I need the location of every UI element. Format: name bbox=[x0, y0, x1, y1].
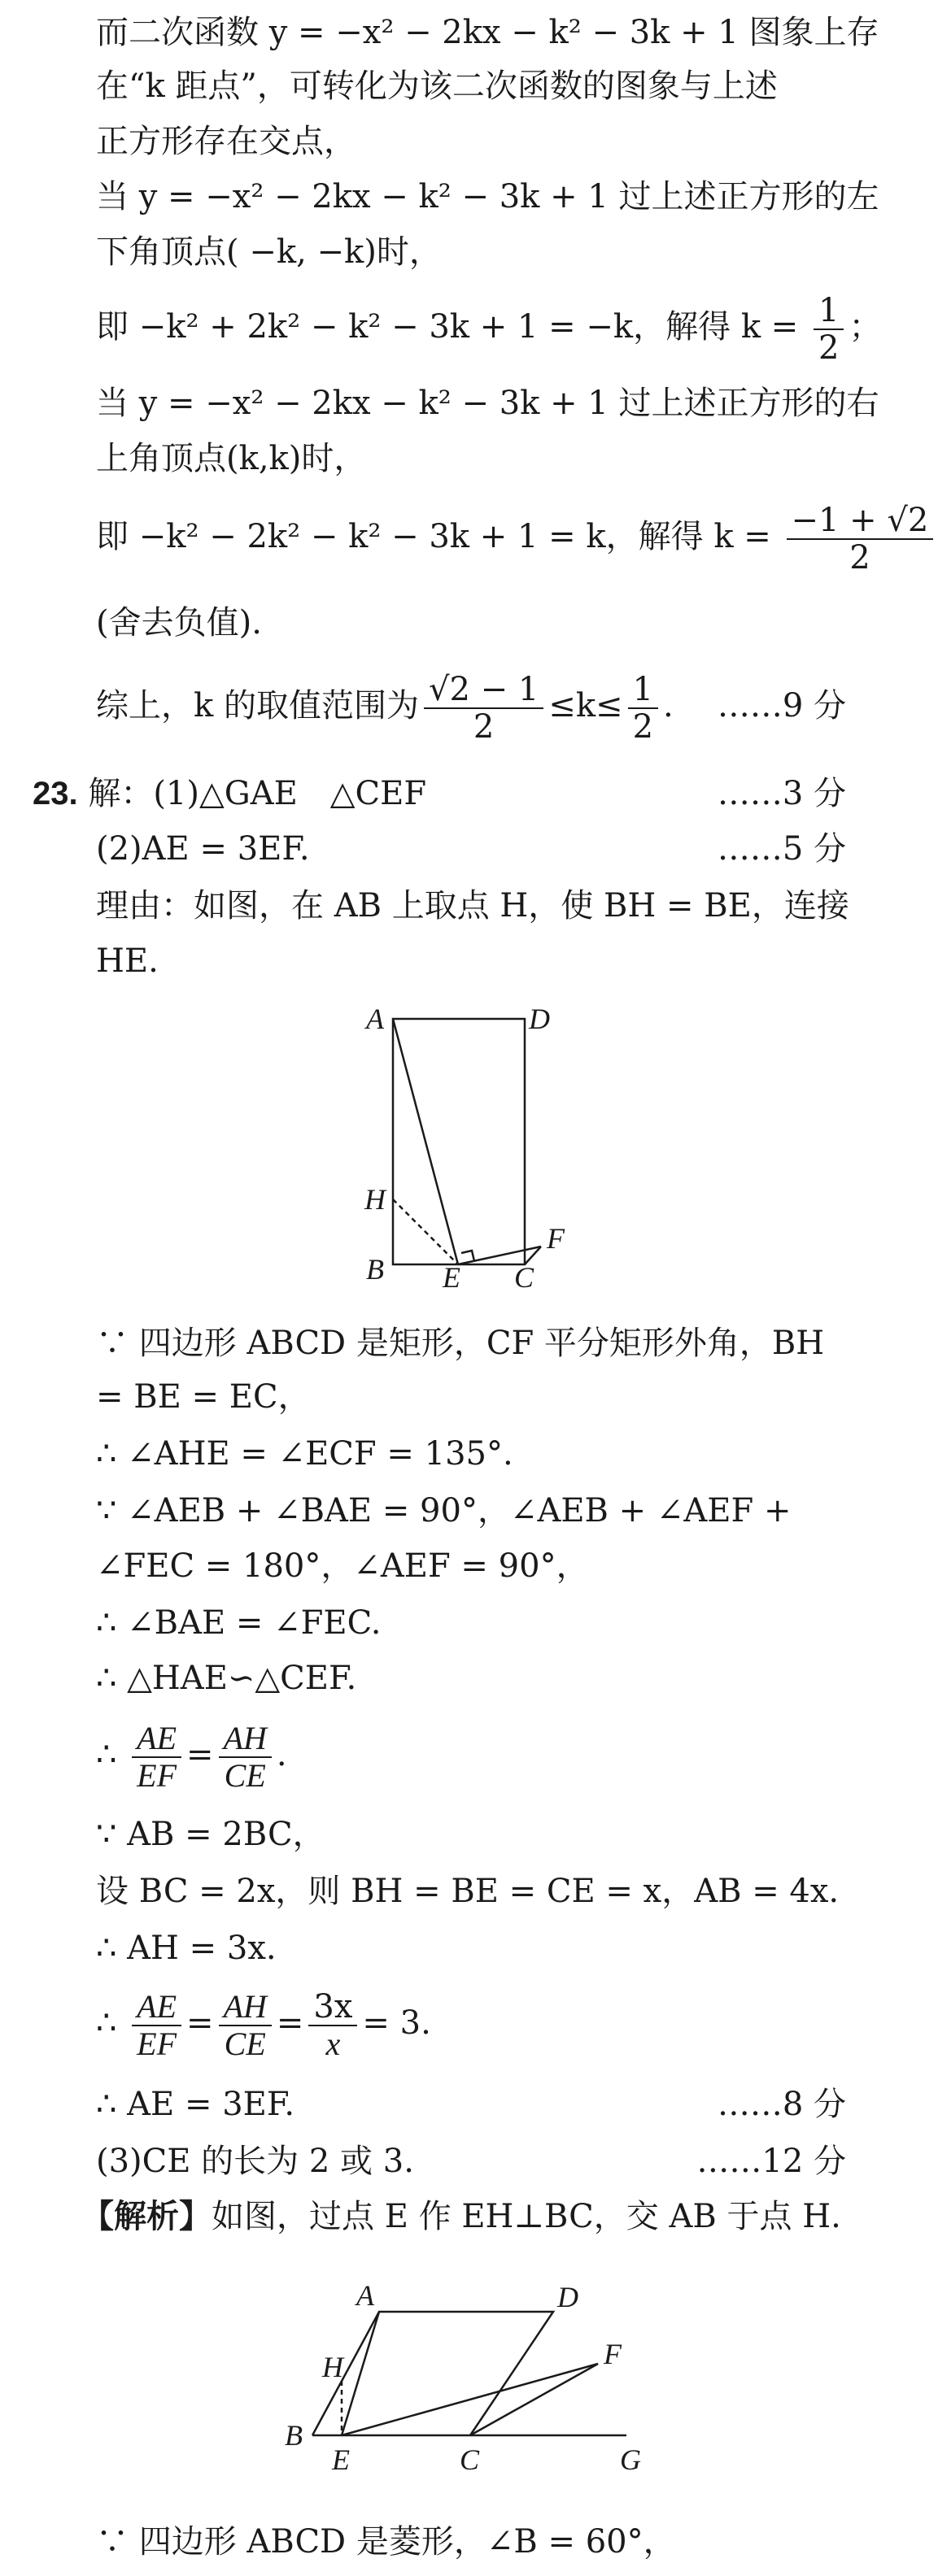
numerator: AH bbox=[219, 1721, 272, 1758]
text-line-with-fraction bbox=[96, 1714, 287, 1795]
score-note: ……3 分 bbox=[717, 775, 846, 812]
numerator: −1 + √2 bbox=[787, 503, 934, 540]
analysis-tag: 【解析】 bbox=[81, 2198, 212, 2235]
rhombus-figure bbox=[277, 2240, 667, 2476]
text-segment: = bbox=[186, 1736, 214, 1773]
label-c: C bbox=[514, 1261, 534, 1294]
answer-part-3: (3)CE 的长为 2 或 3. bbox=[96, 2143, 414, 2180]
fraction bbox=[219, 1721, 272, 1794]
fraction bbox=[424, 672, 543, 745]
text-line: ∵ ∠AEB + ∠BAE = 90°，∠AEB + ∠AEF + bbox=[96, 1492, 792, 1530]
text-line-with-fraction bbox=[96, 286, 881, 368]
text-segment: = bbox=[276, 2004, 304, 2042]
label-f: F bbox=[547, 1222, 565, 1255]
text-line: ∵ 四边形 ABCD 是菱形，∠B = 60°， bbox=[96, 2523, 676, 2561]
text-segment: 即 −k² + 2k² − k² − 3k + 1 = −k，解得 k = bbox=[96, 308, 809, 346]
numerator: AH bbox=[219, 1989, 272, 2026]
text-line: ∴ △HAE∽△CEF. bbox=[96, 1660, 357, 1697]
text-segment: ∴ bbox=[96, 1736, 128, 1773]
rectangle-abcd bbox=[393, 1019, 525, 1264]
denominator: CE bbox=[224, 2026, 266, 2062]
rhombus-abcd bbox=[312, 2312, 553, 2435]
text-line: (舍去负值). bbox=[96, 604, 262, 642]
numerator: √2 − 1 bbox=[424, 672, 543, 709]
segment-ae bbox=[393, 1019, 458, 1264]
label-b: B bbox=[285, 2419, 303, 2452]
label-d: D bbox=[557, 2281, 578, 2313]
text-line-with-fraction bbox=[96, 1982, 431, 2064]
text-line: ∵ 四边形 ABCD 是矩形，CF 平分矩形外角，BH bbox=[96, 1325, 825, 1362]
rectangle-figure bbox=[342, 988, 602, 1294]
text-line: ∴ ∠AHE = ∠ECF = 135°. bbox=[96, 1435, 513, 1473]
text-line: 在“k 距点”，可转化为该二次函数的图象与上述 bbox=[96, 67, 778, 105]
fraction bbox=[628, 672, 658, 745]
denominator: 2 bbox=[473, 708, 495, 746]
numerator: 3x bbox=[308, 1989, 357, 2026]
denominator: 2 bbox=[818, 329, 840, 367]
fraction bbox=[787, 503, 934, 576]
fraction bbox=[132, 1721, 181, 1794]
text-segment: = 3. bbox=[362, 2004, 431, 2042]
text-line: 理由：如图，在 AB 上取点 H，使 BH = BE，连接 bbox=[96, 887, 849, 925]
segment-ef bbox=[342, 2364, 598, 2435]
label-b: B bbox=[366, 1253, 384, 1286]
fraction bbox=[308, 1989, 357, 2062]
segment-he bbox=[393, 1199, 458, 1264]
score-note: ……8 分 bbox=[717, 2086, 846, 2123]
fraction bbox=[219, 1989, 272, 2062]
label-d: D bbox=[529, 1003, 550, 1035]
text-segment: ∴ bbox=[96, 2004, 128, 2042]
label-c: C bbox=[460, 2443, 480, 2476]
label-a: A bbox=[366, 1003, 384, 1035]
fraction bbox=[132, 1989, 181, 2062]
text-line: = BE = EC， bbox=[96, 1378, 311, 1416]
denominator: 2 bbox=[632, 708, 654, 746]
denominator: EF bbox=[137, 1757, 177, 1794]
answer-part-1: 解：(1)△GAE △CEF bbox=[88, 775, 427, 812]
right-angle-mark bbox=[461, 1251, 474, 1261]
question-23-header bbox=[33, 772, 426, 815]
text-segment: ； bbox=[849, 308, 882, 346]
text-line: ∵ AB = 2BC， bbox=[96, 1816, 325, 1853]
text-line: 正方形存在交点， bbox=[96, 123, 356, 160]
numerator: AE bbox=[132, 1989, 181, 2026]
numerator: 1 bbox=[628, 672, 658, 709]
text-line: ∴ ∠BAE = ∠FEC. bbox=[96, 1604, 382, 1642]
text-segment: = bbox=[186, 2004, 214, 2042]
question-number: 23. bbox=[33, 776, 78, 812]
text-line-with-fraction bbox=[96, 496, 938, 577]
label-a: A bbox=[356, 2279, 374, 2312]
text-segment: . bbox=[276, 1736, 287, 1773]
label-g: G bbox=[620, 2443, 641, 2476]
answer-part-2: (2)AE = 3EF. bbox=[96, 830, 310, 868]
segment-ae bbox=[342, 2312, 379, 2435]
text-segment: ≤k≤ bbox=[548, 687, 623, 724]
text-line: 设 BC = 2x，则 BH = BE = CE = x，AB = 4x. bbox=[96, 1873, 840, 1910]
denominator: 2 bbox=[849, 539, 870, 577]
text-line: 当 y = −x² − 2kx − k² − 3k + 1 过上述正方形的右 bbox=[96, 385, 879, 422]
denominator: EF bbox=[137, 2026, 177, 2062]
label-e: E bbox=[332, 2443, 350, 2476]
text-line: ∴ AH = 3x. bbox=[96, 1930, 277, 1967]
segment-cf bbox=[470, 2364, 598, 2435]
label-f: F bbox=[604, 2338, 622, 2370]
text-line: ∴ AE = 3EF. bbox=[96, 2086, 295, 2123]
text-line: 上角顶点(k,k)时， bbox=[96, 440, 367, 477]
text-segment: 即 −k² − 2k² − k² − 3k + 1 = k，解得 k = bbox=[96, 518, 782, 555]
text-line: ∠FEC = 180°，∠AEF = 90°， bbox=[96, 1547, 589, 1585]
analysis-line bbox=[81, 2195, 841, 2238]
text-segment: 如图，过点 E 作 EH⊥BC，交 AB 于点 H. bbox=[212, 2198, 841, 2235]
denominator: CE bbox=[224, 1757, 266, 1794]
score-note: ……12 分 bbox=[696, 2143, 846, 2180]
numerator: 1 bbox=[814, 293, 844, 330]
label-h: H bbox=[364, 1183, 386, 1216]
text-segment: . bbox=[663, 687, 674, 724]
text-line: HE. bbox=[96, 942, 159, 980]
fraction bbox=[814, 293, 844, 366]
denominator: x bbox=[325, 2026, 341, 2062]
numerator: AE bbox=[132, 1721, 181, 1758]
text-line: 而二次函数 y = −x² − 2kx − k² − 3k + 1 图象上存 bbox=[96, 14, 879, 51]
text-segment: 综上，k 的取值范围为 bbox=[96, 687, 419, 724]
text-line-with-fraction bbox=[96, 665, 674, 746]
score-note: ……9 分 bbox=[717, 687, 846, 724]
text-line: 当 y = −x² − 2kx − k² − 3k + 1 过上述正方形的左 bbox=[96, 178, 879, 215]
text-line: 下角顶点( −k, −k)时， bbox=[96, 233, 442, 271]
label-h: H bbox=[322, 2351, 343, 2383]
label-e: E bbox=[443, 1261, 460, 1294]
score-note: ……5 分 bbox=[717, 830, 846, 868]
